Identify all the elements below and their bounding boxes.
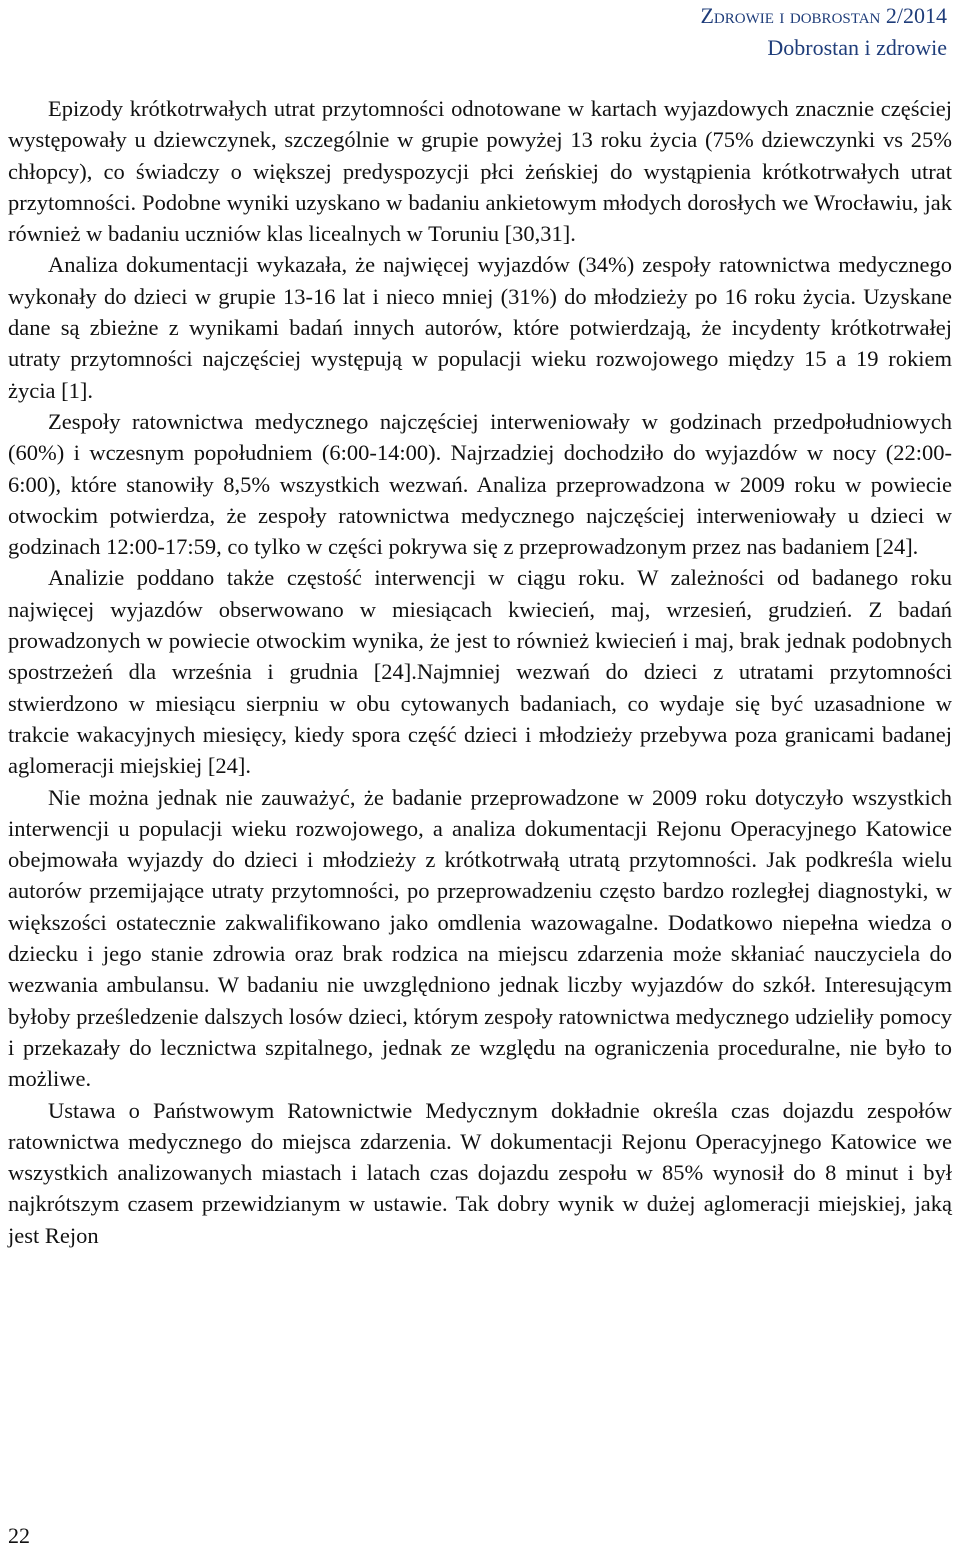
article-body — [8, 93, 952, 1251]
journal-title — [700, 0, 947, 32]
running-title: Dobrostan i zdrowie — [767, 35, 947, 60]
paragraph: Analizie poddano także częstość interwencji w ciągu roku. W zależności od badanego roku najwięcej wyjazdów obserwowano w miesiącach kwiecień, maj, wrzesień, grudzień. Z badań prowadzonych w powiecie otwockim wynika, że jest to również kwiecień i maj, brak jednak podobnych spostrzeżeń dla września i grudnia [24].Najmniej wezwań do dzieci z utratami przytomności stwierdzono w miesiącu sierpniu w obu cytowanych badaniach, co wydaje się być uzasadnione w trakcie wakacyjnych miesięcy, kiedy spora część dzieci i młodzieży przebywa poza granicami badanej aglomeracji miejskiej [24]. — [8, 565, 952, 779]
paragraph: Epizody krótkotrwałych utrat przytomności odnotowane w kartach wyjazdowych znacznie częściej występowały u dziewczynek, szczególnie w grupie powyżej 13 roku życia (75% dziewczynki vs 25% chłopcy), co świadczy o większej predyspozycji płci żeńskiej do wystąpienia krótkotrwałych utrat przytomności. Podobne wyniki uzyskano w badaniu ankietowym młodych dorosłych we Wrocławiu, jak również w badaniu uczniów klas licealnych w Toruniu [30,31]. — [8, 96, 952, 247]
page-header — [700, 0, 947, 64]
journal-issue: 2/2014 — [885, 3, 947, 28]
journal-name: Zdrowie i dobrostan — [700, 3, 881, 28]
paragraph: Analiza dokumentacji wykazała, że najwięcej wyjazdów (34%) zespoły ratownictwa medycznego wykonały do dzieci w grupie 13-16 lat i nieco mniej (31%) do młodzieży po 16 roku życia. Uzyskane dane są zbieżne z wynikami badań innych autorów, które potwierdzają, że incydenty krótkotrwałej utraty przytomności najczęściej występują w populacji wieku rozwojowego między 15 a 19 rokiem życia [1]. — [8, 252, 952, 403]
page-number: 22 — [8, 1523, 30, 1548]
paragraph: Ustawa o Państwowym Ratownictwie Medycznym dokładnie określa czas dojazdu zespołów ratownictwa medycznego do miejsca zdarzenia. W dokumentacji Rejonu Operacyjnego Katowice we wszystkich analizowanych miastach i latach czas dojazdu zespołu w 85% wynosił do 8 minut i był najkrótszym czasem przewidzianym w ustawie. Tak dobry wynik w dużej aglomeracji miejskiej, jaką jest Rejon — [8, 1097, 952, 1248]
paragraph: Zespoły ratownictwa medycznego najczęściej interweniowały w godzinach przedpołudniowych (60%) i wczesnym popołudniem (6:00-14:00). Najrzadziej dochodziło do wyjazdów w nocy (22:00-6:00), które stanowiły 8,5% wszystkich wezwań. Analiza przeprowadzona w 2009 roku w powiecie otwockim potwierdza, że zespoły ratownictwa medycznego najczęściej interweniowały u dzieci w godzinach 12:00-17:59, co tylko w części pokrywa się z przeprowadzonym przez nas badaniem [24]. — [8, 408, 952, 560]
paragraph: Nie można jednak nie zauważyć, że badanie przeprowadzone w 2009 roku dotyczyło wszystkich interwencji u populacji wieku rozwojowego, a analiza dokumentacji Rejonu Operacyjnego Katowice obejmowała wyjazdy do dzieci i młodzieży z krótkotrwałą utratą przytomności. Jak podkreśla wielu autorów przemijające utraty przytomności, po przeprowadzeniu często bardzo rozległej diagnostyki, w większości ostatecznie zakwalifikowano jako omdlenia wazowagalne. Dodatkowo niepełna wiedza o dziecku i jego stanie zdrowia oraz brak rodzica na miejscu zdarzenia może skłaniać nauczyciela do wezwania ambulansu. W badaniu nie uwzględniono jednak liczby wyjazdów do szkół. Interesującym byłoby prześledzenie dalszych losów dzieci, którym zespoły ratownictwa medycznego udzieliły pomocy i przekazały do lecznictwa szpitalnego, jednak ze względu na ograniczenia proceduralne, nie było to możliwe. — [8, 784, 952, 1092]
